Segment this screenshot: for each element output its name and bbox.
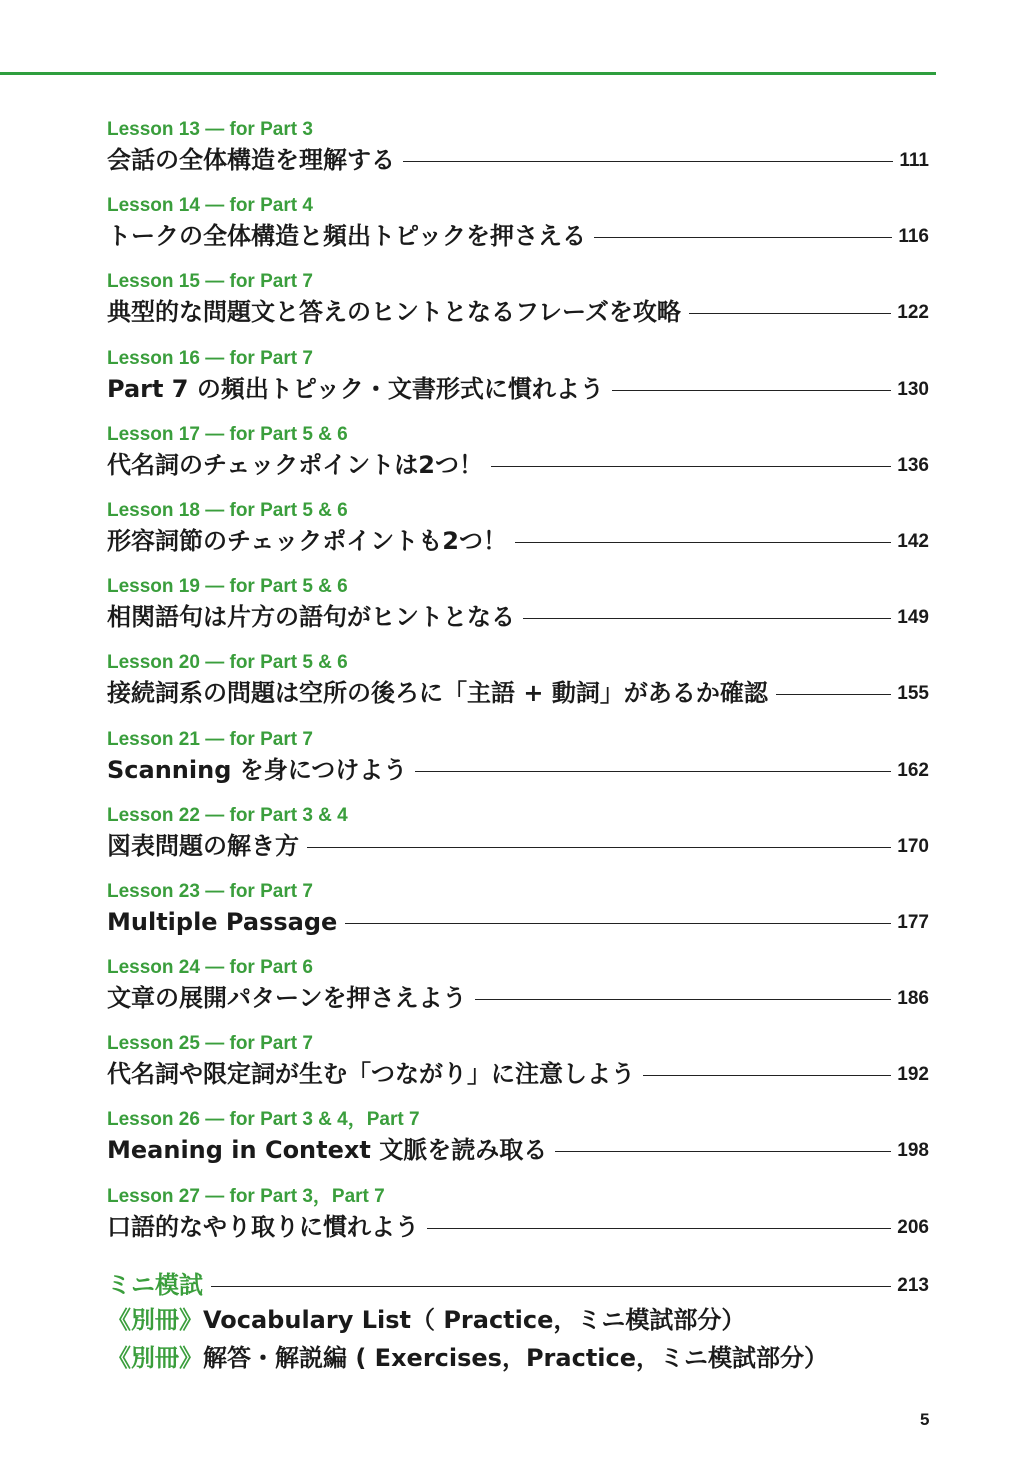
toc-entry-lesson-26[interactable]: [107, 1108, 929, 1184]
supplement-tag: 《別冊》: [107, 1343, 203, 1372]
page-number: 111: [899, 150, 929, 171]
leader-line: [403, 161, 893, 162]
page-number: 206: [897, 1216, 929, 1238]
lesson-title: Part 7 の頻出トピック・文書形式に慣れよう: [107, 374, 604, 403]
leader-line: [491, 466, 891, 467]
leader-line: [689, 313, 891, 314]
leader-line: [643, 1075, 891, 1076]
lesson-label: Lesson 17 ― for Part 5 & 6: [107, 423, 348, 445]
toc-entry-lesson-14[interactable]: [107, 194, 929, 270]
lesson-title: 口語的なやり取りに慣れよう: [107, 1212, 419, 1241]
leader-line: [515, 542, 891, 543]
lesson-title: 代名詞や限定詞が生む「つながり」に注意しよう: [107, 1060, 635, 1089]
page-number: 170: [897, 835, 929, 857]
toc-entry-lesson-13[interactable]: [107, 118, 929, 194]
lesson-label: Lesson 26 ― for Part 3 & 4，Part 7: [107, 1109, 420, 1131]
lesson-title: Multiple Passage: [107, 907, 338, 936]
page-number: 186: [897, 988, 929, 1010]
lesson-label: Lesson 19 ― for Part 5 & 6: [107, 576, 348, 598]
page-number: 213: [897, 1274, 929, 1296]
lesson-title: 典型的な問題文と答えのヒントとなるフレーズを攻略: [107, 298, 681, 327]
lesson-label: Lesson 22 ― for Part 3 & 4: [107, 804, 348, 826]
toc-entry-lesson-25[interactable]: [107, 1032, 929, 1108]
toc-entry-lesson-18[interactable]: [107, 499, 929, 575]
page-number: 142: [897, 530, 929, 552]
lesson-label: Lesson 14 ― for Part 4: [107, 195, 313, 217]
toc-entry-lesson-17[interactable]: [107, 423, 929, 499]
leader-line: [555, 1151, 891, 1152]
lesson-label: Lesson 13 ― for Part 3: [107, 119, 313, 140]
supplement-tag: 《別冊》: [107, 1305, 203, 1334]
toc-entry-lesson-23[interactable]: [107, 880, 929, 956]
lesson-title: Meaning in Context 文脈を読み取る: [107, 1136, 548, 1165]
lesson-label: Lesson 24 ― for Part 6: [107, 957, 313, 979]
leader-line: [475, 999, 892, 1000]
page-number: 155: [897, 683, 929, 705]
leader-line: [427, 1228, 891, 1229]
toc-entry-lesson-24[interactable]: [107, 956, 929, 1032]
lesson-label: Lesson 27 ― for Part 3，Part 7: [107, 1185, 385, 1207]
lesson-title: 形容詞節のチェックポイントも2つ！: [107, 526, 507, 555]
lesson-label: Lesson 25 ― for Part 7: [107, 1033, 313, 1055]
toc-entry-lesson-20[interactable]: [107, 651, 929, 727]
leader-line: [612, 390, 891, 391]
page-number: 177: [897, 911, 929, 933]
page-number: 136: [897, 454, 929, 476]
lesson-title: 接続詞系の問題は空所の後ろに「主語 + 動詞」があるか確認: [107, 679, 768, 708]
supplement-vocabulary[interactable]: [107, 1301, 929, 1339]
lesson-title: 会話の全体構造を理解する: [107, 146, 395, 174]
lesson-title: トークの全体構造と頻出トピックを押さえる: [107, 222, 587, 251]
lesson-label: Lesson 15 ― for Part 7: [107, 271, 313, 293]
toc-entry-lesson-16[interactable]: [107, 347, 929, 423]
lesson-title: Scanning を身につけよう: [107, 755, 408, 784]
lesson-label: Lesson 23 ― for Part 7: [107, 880, 313, 902]
lesson-title: 相関語句は片方の語句がヒントとなる: [107, 603, 515, 632]
toc-entry-lesson-15[interactable]: [107, 270, 929, 346]
toc-entry-lesson-21[interactable]: [107, 728, 929, 804]
leader-line: [776, 694, 891, 695]
page-number: 130: [897, 378, 929, 400]
folio-page-number: 5: [920, 1410, 930, 1429]
leader-line: [345, 923, 891, 924]
page-number: 116: [898, 226, 929, 248]
lesson-label: Lesson 21 ― for Part 7: [107, 728, 313, 750]
supplement-answers[interactable]: [107, 1339, 929, 1377]
leader-line: [415, 771, 891, 772]
page-number: 162: [897, 759, 929, 781]
table-of-contents: [107, 118, 929, 1377]
toc-entry-lesson-22[interactable]: [107, 804, 929, 880]
toc-entry-lesson-19[interactable]: [107, 575, 929, 651]
page-number: 198: [897, 1140, 929, 1162]
lesson-label: Lesson 18 ― for Part 5 & 6: [107, 499, 348, 521]
lesson-title: 文章の展開パターンを押さえよう: [107, 984, 467, 1013]
toc-entry-mini-exam[interactable]: [107, 1265, 929, 1301]
mini-exam-title: ミニ模試: [107, 1270, 203, 1299]
supplement-text: Vocabulary List（ Practice，ミニ模試部分）: [203, 1305, 746, 1334]
leader-line: [307, 847, 891, 848]
lesson-title: 図表問題の解き方: [107, 831, 299, 860]
page-number: 192: [897, 1064, 929, 1086]
lesson-label: Lesson 16 ― for Part 7: [107, 347, 313, 369]
lesson-label: Lesson 20 ― for Part 5 & 6: [107, 652, 348, 674]
page-number: 122: [897, 302, 929, 324]
toc-entry-lesson-27[interactable]: [107, 1185, 929, 1261]
top-rule: [0, 72, 936, 75]
leader-line: [594, 237, 892, 238]
leader-line: [211, 1286, 891, 1287]
supplement-text: 解答・解説編 ( Exercises，Practice，ミニ模試部分）: [203, 1343, 829, 1372]
page-number: 149: [897, 607, 929, 629]
lesson-title: 代名詞のチェックポイントは2つ！: [107, 450, 483, 479]
leader-line: [523, 618, 891, 619]
